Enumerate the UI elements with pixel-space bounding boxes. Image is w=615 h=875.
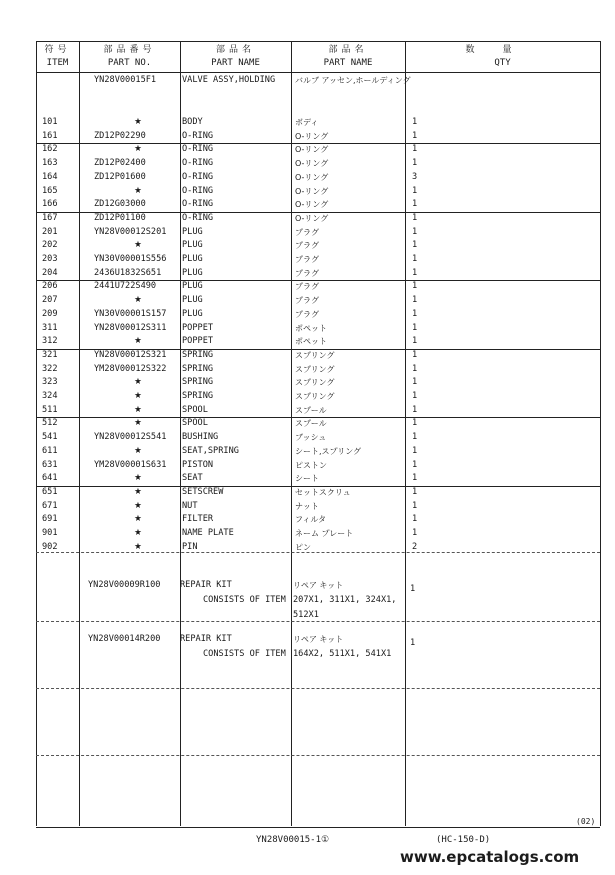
table-border-right (600, 41, 601, 826)
part-name: O-RING (182, 171, 214, 182)
table-row (36, 472, 600, 486)
star-mark: ★ (134, 295, 142, 306)
kit-consists-label: CONSISTS OF ITEM (203, 649, 286, 659)
star-mark: ★ (134, 473, 142, 484)
part-name-jp: スプリング (295, 350, 335, 360)
part-number: YN28V00012S201 (94, 226, 167, 237)
part-name: SPOOL (182, 418, 208, 429)
part-name: PLUG (182, 295, 203, 306)
kit-quantity: 1 (410, 584, 416, 594)
part-name: SPRING (182, 349, 214, 360)
assembly-row (36, 74, 600, 88)
quantity: 1 (412, 528, 418, 538)
quantity: 1 (412, 459, 418, 470)
kit-part-number: YN28V00014R200 (88, 634, 161, 644)
part-name: NAME PLATE (182, 528, 234, 538)
quantity: 1 (412, 363, 418, 374)
part-name-jp: プラグ (295, 282, 319, 292)
item-number: 166 (42, 199, 58, 210)
part-name-jp: ピン (295, 542, 311, 552)
table-row (36, 116, 600, 130)
table-row (36, 527, 600, 541)
part-name-jp: O-リング (295, 213, 329, 223)
item-number: 311 (42, 322, 58, 333)
part-number: YN28V00012S311 (94, 322, 167, 333)
kit-name: REPAIR KIT (180, 634, 232, 644)
assembly-name: VALVE ASSY,HOLDING (182, 75, 276, 85)
part-number: YN30V00001S157 (94, 308, 167, 319)
quantity: 1 (412, 308, 418, 319)
kit-item-list: 164X2, 511X1, 541X1 (293, 649, 392, 659)
star-mark: ★ (134, 117, 142, 127)
header-divider (36, 72, 600, 73)
item-number: 163 (42, 158, 58, 169)
quantity: 1 (412, 185, 418, 196)
quantity: 2 (412, 541, 418, 552)
group-divider (36, 349, 600, 350)
kit-name-jp: リペア キット (293, 581, 344, 590)
quantity: 1 (412, 212, 418, 223)
table-row (36, 212, 600, 226)
item-number: 651 (42, 486, 58, 497)
item-number: 511 (42, 404, 58, 415)
header-part-no: 部品番号 PART NO. (103, 45, 156, 68)
item-number: 323 (42, 377, 58, 388)
part-name: FILTER (182, 514, 214, 525)
quantity: 1 (412, 377, 418, 388)
part-number: YN30V00001S556 (94, 254, 167, 264)
part-name: SEAT,SPRING (182, 445, 239, 456)
item-number: 164 (42, 171, 58, 182)
item-number: 321 (42, 349, 58, 360)
part-name-jp: プラグ (295, 241, 319, 251)
star-mark: ★ (134, 500, 142, 511)
item-number: 324 (42, 391, 58, 401)
quantity: 1 (412, 322, 418, 333)
item-number: 312 (42, 336, 58, 347)
item-number: 167 (42, 212, 58, 223)
part-name: O-RING (182, 144, 214, 155)
table-row (36, 335, 600, 349)
row-divider (36, 552, 600, 553)
part-name: PLUG (182, 267, 203, 278)
table-row (36, 143, 600, 157)
table-row (36, 171, 600, 185)
item-number: 207 (42, 295, 58, 306)
part-name-jp: プラグ (295, 255, 319, 264)
table-row (36, 417, 600, 431)
part-name-jp: スプリング (295, 364, 335, 374)
row-divider (36, 755, 600, 756)
part-name: O-RING (182, 130, 214, 141)
quantity: 1 (412, 144, 418, 155)
table-row (36, 226, 600, 240)
part-name: SPRING (182, 377, 214, 388)
quantity: 1 (412, 281, 418, 292)
assembly-name-jp: バルブ アッセン,ホールディング (295, 76, 411, 85)
part-name-jp: フィルタ (295, 515, 327, 525)
quantity: 3 (412, 171, 418, 182)
part-name-jp: ナット (295, 501, 319, 511)
row-divider (36, 621, 600, 622)
part-name: O-RING (182, 158, 214, 169)
item-number: 162 (42, 144, 58, 155)
star-mark: ★ (134, 336, 142, 347)
part-number: ZD12P02290 (94, 130, 146, 141)
table-row (36, 157, 600, 171)
item-number: 901 (42, 528, 58, 538)
quantity: 1 (412, 199, 418, 210)
table-row (36, 445, 600, 459)
quantity: 1 (412, 349, 418, 360)
table-row (36, 267, 600, 281)
star-mark: ★ (134, 514, 142, 525)
item-number: 161 (42, 130, 58, 141)
part-name-jp: ブッシュ (295, 433, 327, 443)
item-number: 322 (42, 363, 58, 374)
item-number: 202 (42, 240, 58, 251)
kit-name: REPAIR KIT (180, 580, 232, 590)
quantity: 1 (412, 336, 418, 347)
part-name: SPRING (182, 363, 214, 374)
header-part-name-jp: 部品名 PART NAME (323, 45, 373, 68)
header-part-name: 部品名 PART NAME (211, 45, 260, 68)
part-name-jp: プラグ (295, 309, 319, 319)
model-code: (HC-150-D) (436, 835, 491, 845)
part-name: PLUG (182, 226, 203, 237)
part-name-jp: ピストン (295, 460, 327, 470)
table-row (36, 130, 600, 144)
quantity: 1 (412, 418, 418, 429)
table-row (36, 185, 600, 199)
kit-item-list-cont: 512X1 (293, 610, 319, 620)
quantity: 1 (412, 130, 418, 141)
part-number: 2441U722S490 (94, 281, 157, 292)
item-number: 631 (42, 459, 58, 470)
item-number: 541 (42, 432, 58, 443)
part-number: YN28V00012S321 (94, 349, 167, 360)
part-number: 2436U1832S651 (94, 267, 162, 278)
item-number: 101 (42, 117, 58, 127)
assembly-part-no: YN28V00015F1 (94, 75, 157, 85)
group-divider (36, 143, 600, 144)
part-name: O-RING (182, 212, 214, 223)
table-row (36, 376, 600, 390)
header-qty: 数量 QTY (465, 45, 540, 68)
quantity: 1 (412, 267, 418, 278)
table-row (36, 239, 600, 253)
part-name: SETSCREW (182, 486, 224, 497)
part-number: YN28V00012S541 (94, 432, 167, 443)
part-name-jp: ポペット (295, 323, 327, 333)
part-name-jp: プラグ (295, 227, 319, 237)
part-name-jp: スプール (295, 405, 327, 415)
table-row (36, 253, 600, 267)
table-row (36, 198, 600, 212)
table-row (36, 513, 600, 527)
kit-quantity: 1 (410, 638, 416, 648)
part-name: PLUG (182, 308, 203, 319)
star-mark: ★ (134, 404, 142, 415)
part-name: NUT (182, 500, 198, 511)
item-number: 204 (42, 267, 58, 278)
part-name: BODY (182, 117, 203, 127)
star-mark: ★ (134, 445, 142, 456)
part-name-jp: ボディ (295, 118, 319, 127)
part-name-jp: O-リング (295, 145, 329, 155)
part-name: SPOOL (182, 404, 208, 415)
quantity: 1 (412, 473, 418, 484)
row-divider (36, 688, 600, 689)
part-name: O-RING (182, 199, 214, 210)
part-name: POPPET (182, 322, 214, 333)
part-name-jp: ネーム プレート (295, 529, 354, 538)
table-row (36, 363, 600, 377)
quantity: 1 (412, 500, 418, 511)
part-name: PLUG (182, 240, 203, 251)
kit-part-number: YN28V00009R100 (88, 580, 161, 590)
part-name: PIN (182, 541, 198, 552)
table-row (36, 294, 600, 308)
kit-consists-label: CONSISTS OF ITEM (203, 595, 286, 605)
item-number: 641 (42, 473, 58, 484)
part-name-jp: スプール (295, 419, 327, 429)
table-row (36, 390, 600, 404)
part-name-jp: O-リング (295, 131, 329, 141)
group-divider (36, 212, 600, 213)
star-mark: ★ (134, 185, 142, 196)
quantity: 1 (412, 514, 418, 525)
kit-item-list: 207X1, 311X1, 324X1, (293, 595, 397, 605)
star-mark: ★ (134, 528, 142, 538)
watermark: www.epcatalogs.com (400, 848, 580, 866)
page-code: (02) (576, 817, 596, 826)
part-name: O-RING (182, 185, 214, 196)
part-name-jp: ポペット (295, 337, 327, 347)
table-row (36, 349, 600, 363)
part-name: POPPET (182, 336, 214, 347)
part-number: ZD12P01600 (94, 171, 146, 182)
part-name: BUSHING (182, 432, 219, 443)
group-divider (36, 280, 600, 281)
quantity: 1 (412, 432, 418, 443)
part-name-jp: O-リング (295, 172, 329, 182)
part-name-jp: スプリング (295, 378, 335, 388)
item-number: 671 (42, 500, 58, 511)
part-name-jp: セットスクリュ (295, 487, 351, 497)
part-name-jp: シート,スプリング (295, 446, 362, 456)
table-row (36, 322, 600, 336)
part-number: YM28V00001S631 (94, 459, 167, 470)
quantity: 1 (412, 117, 418, 127)
star-mark: ★ (134, 391, 142, 401)
part-number: YM28V00012S322 (94, 363, 167, 374)
group-divider (36, 486, 600, 487)
kit-name-jp: リペア キット (293, 635, 344, 644)
item-number: 611 (42, 445, 58, 456)
part-number: ZD12P02400 (94, 158, 146, 169)
quantity: 1 (412, 295, 418, 306)
part-name-jp: スプリング (295, 392, 335, 401)
item-number: 203 (42, 254, 58, 264)
table-row (36, 431, 600, 445)
part-name: PLUG (182, 281, 203, 292)
part-name: SEAT (182, 473, 203, 484)
quantity: 1 (412, 158, 418, 169)
part-name-jp: プラグ (295, 296, 319, 306)
item-number: 165 (42, 185, 58, 196)
star-mark: ★ (134, 144, 142, 155)
group-divider (36, 417, 600, 418)
item-number: 512 (42, 418, 58, 429)
part-number: ZD12P01100 (94, 212, 146, 223)
part-name: PISTON (182, 459, 214, 470)
part-name-jp: O-リング (295, 186, 329, 196)
item-number: 902 (42, 541, 58, 552)
table-row (36, 486, 600, 500)
quantity: 1 (412, 254, 418, 264)
part-name-jp: O-リング (295, 200, 329, 210)
table-row (36, 500, 600, 514)
quantity: 1 (412, 486, 418, 497)
part-number: ZD12G03000 (94, 199, 146, 210)
header-item: 符号 ITEM (44, 45, 71, 68)
part-name-jp: O-リング (295, 159, 329, 169)
star-mark: ★ (134, 377, 142, 388)
quantity: 1 (412, 445, 418, 456)
table-row (36, 280, 600, 294)
table-row (36, 308, 600, 322)
catalog-number: YN28V00015-1① (256, 835, 330, 845)
item-number: 201 (42, 226, 58, 237)
item-number: 206 (42, 281, 58, 292)
quantity: 1 (412, 404, 418, 415)
part-name: PLUG (182, 254, 203, 264)
quantity: 1 (412, 226, 418, 237)
star-mark: ★ (134, 418, 142, 429)
item-number: 209 (42, 308, 58, 319)
item-number: 691 (42, 514, 58, 525)
table-row (36, 459, 600, 473)
table-row (36, 404, 600, 418)
quantity: 1 (412, 240, 418, 251)
star-mark: ★ (134, 486, 142, 497)
star-mark: ★ (134, 541, 142, 552)
part-name-jp: シート (295, 474, 319, 484)
part-name-jp: プラグ (295, 268, 319, 278)
quantity: 1 (412, 391, 418, 401)
part-name: SPRING (182, 391, 214, 401)
star-mark: ★ (134, 240, 142, 251)
